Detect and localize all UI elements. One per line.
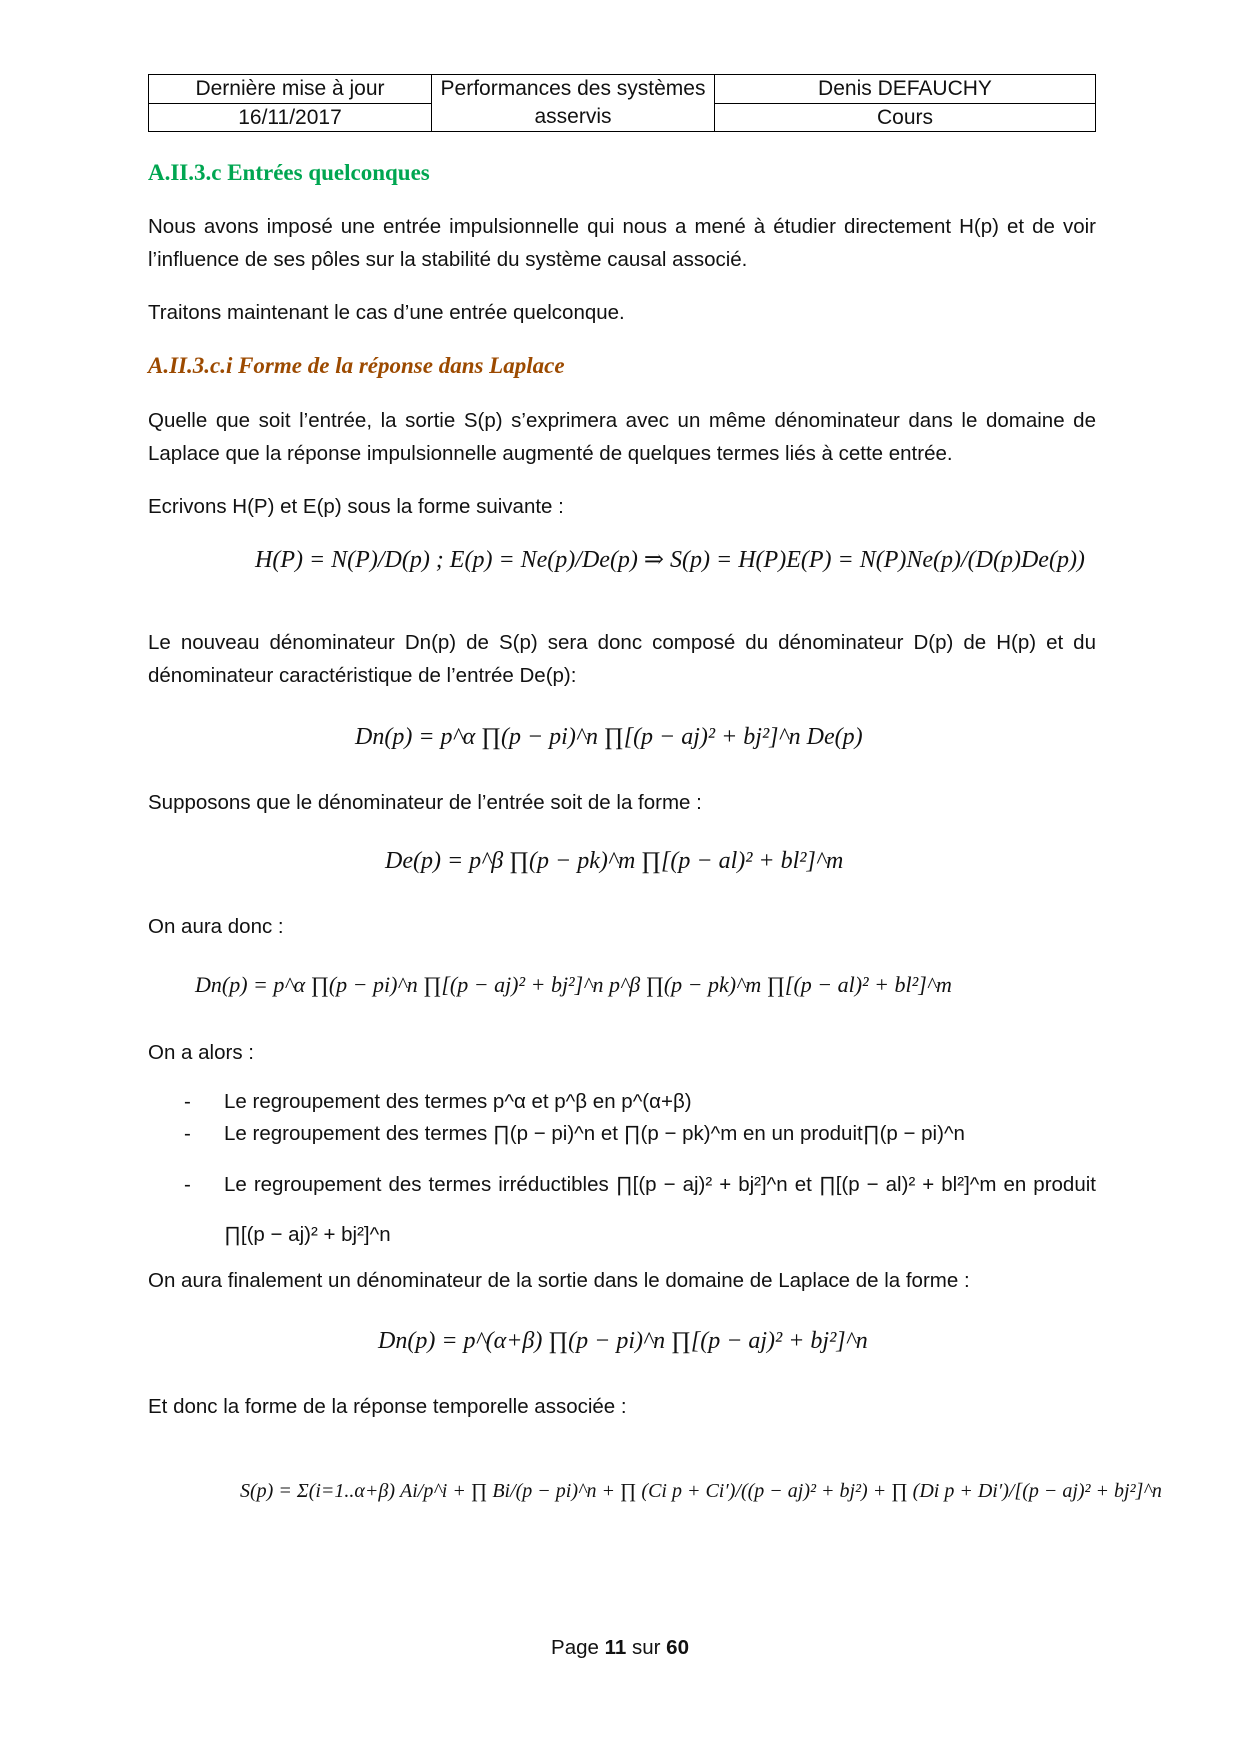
section-paragraph-2: Traitons maintenant le cas d’une entrée quelconque. (148, 301, 625, 324)
doc-type: Cours (715, 103, 1096, 132)
subsection-paragraph-8: Et donc la forme de la réponse temporelle associée : (148, 1395, 627, 1418)
bullet-text-2: Le regroupement des termes ∏(p − pi)^n et ∏(p − pk)^m en un produit∏(p − pi)^n (224, 1122, 965, 1145)
subsection-heading: A.II.3.c.i Forme de la réponse dans Laplace (148, 353, 565, 378)
of-word: sur (631, 1636, 661, 1659)
page-word: Page (551, 1636, 599, 1659)
bullet-text-3: Le regroupement des termes irréductibles ∏[(p − aj)² + bj²]^n et ∏[(p − al)² + bl²]^m en produit ∏[(p − aj)² + bj²]^n (224, 1173, 1096, 1246)
page-number: 11 (604, 1636, 627, 1659)
header-table (148, 74, 1096, 132)
equation-denominator-full: Dn(p) = p^α ∏(p − pi)^n ∏[(p − aj)² + bj²]^n p^β ∏(p − pk)^m ∏[(p − al)² + bl²]^m (195, 972, 952, 997)
equation-final-denominator: Dn(p) = p^(α+β) ∏(p − pi)^n ∏[(p − aj)² + bj²]^n (378, 1328, 868, 1354)
subsection-paragraph-2: Ecrivons H(P) et E(p) sous la forme suivante : (148, 495, 564, 518)
subsection-paragraph-7: On aura finalement un dénominateur de la sortie dans le domaine de Laplace de la forme : (148, 1269, 970, 1292)
equation-denominator-dn: Dn(p) = p^α ∏(p − pi)^n ∏[(p − aj)² + bj²]^n De(p) (355, 724, 863, 750)
bullet-dash: - (184, 1122, 191, 1145)
equation-denominator-de: De(p) = p^β ∏(p − pk)^m ∏[(p − al)² + bl²]^m (385, 848, 844, 874)
last-update-label: Dernière mise à jour (149, 75, 432, 104)
subsection-paragraph-3: Le nouveau dénominateur Dn(p) de S(p) sera donc composé du dénominateur D(p) de H(p) et du dénominateur caractéristique de l’entrée De(p): (148, 631, 1096, 687)
section-heading: A.II.3.c Entrées quelconques (148, 160, 430, 185)
course-title: Performances des systèmes asservis (432, 75, 715, 132)
total-pages: 60 (666, 1636, 689, 1659)
section-paragraph-1: Nous avons imposé une entrée impulsionnelle qui nous a mené à étudier directement H(p) et de voir l’influence de ses pôles sur la stabilité du système causal associé. (148, 215, 1096, 271)
subsection-paragraph-6: On a alors : (148, 1041, 254, 1064)
bullet-text-1: Le regroupement des termes p^α et p^β en p^(α+β) (224, 1090, 692, 1113)
equation-transfer-functions: H(P) = N(P)/D(p) ; E(p) = Ne(p)/De(p) ⇒ S(p) = H(P)E(P) = N(P)Ne(p)/(D(p)De(p)) (255, 547, 1085, 573)
bullet-dash: - (184, 1173, 191, 1196)
subsection-paragraph-4: Supposons que le dénominateur de l’entrée soit de la forme : (148, 791, 702, 814)
page-footer (0, 1636, 1240, 1660)
subsection-paragraph-5: On aura donc : (148, 915, 284, 938)
subsection-paragraph-1: Quelle que soit l’entrée, la sortie S(p) s’exprimera avec un même dénominateur dans le domaine de Laplace que la réponse impulsionnelle augmenté de quelques termes liés à cette entrée. (148, 409, 1096, 465)
author: Denis DEFAUCHY (715, 75, 1096, 104)
equation-partial-fractions: S(p) = Σ(i=1..α+β) Ai/p^i + ∏ Bi/(p − pi)^n + ∏ (Ci p + Ci′)/((p − aj)² + bj²) + ∏ (Di p + Di′)/[(p − aj)² + bj²]^n (240, 1480, 1162, 1502)
last-update-date: 16/11/2017 (149, 103, 432, 132)
bullet-dash: - (184, 1090, 191, 1113)
